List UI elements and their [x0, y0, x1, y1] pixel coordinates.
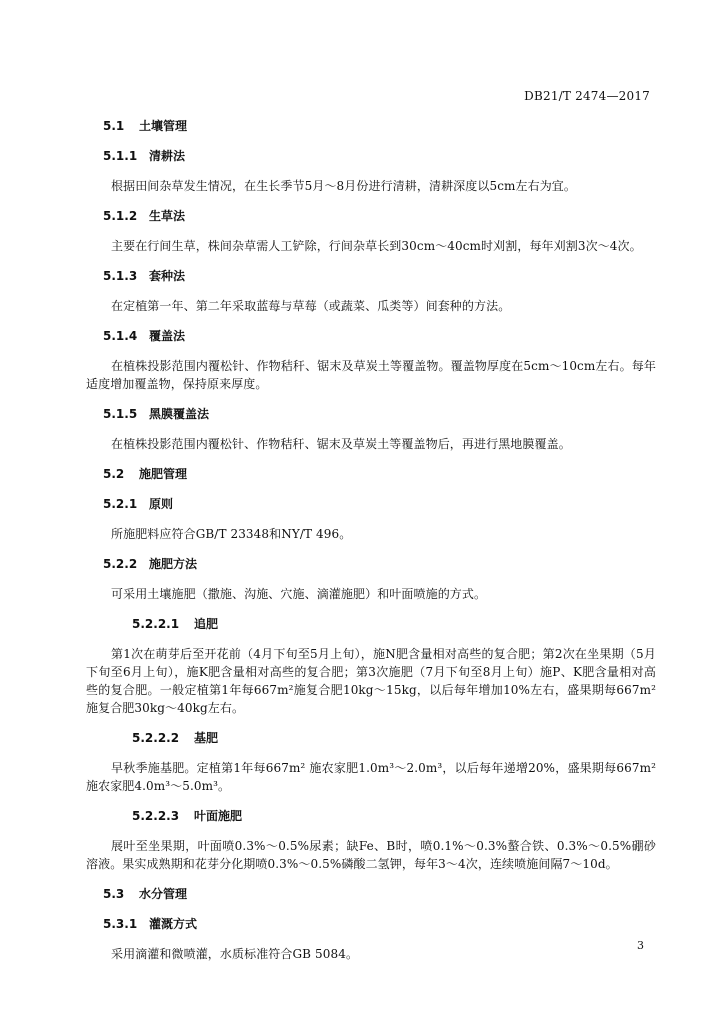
paragraph: 所施肥料应符合GB/T 23348和NY/T 496。	[111, 527, 352, 541]
section-number: 5.1	[103, 119, 125, 133]
section-heading	[86, 807, 656, 825]
section-number: 5.3	[103, 887, 125, 901]
section-title: 水分管理	[139, 887, 188, 901]
section-title: 灌溉方式	[149, 917, 198, 931]
section-heading	[86, 267, 656, 285]
section-number: 5.1.3	[103, 269, 138, 283]
paragraph: 早秋季施基肥。定植第1年每667m² 施农家肥1.0m³～2.0m³，以后每年递增20%，盛果期每667m²施农家肥4.0m³～5.0m³。	[86, 761, 656, 793]
section-heading	[86, 729, 656, 747]
section-heading	[86, 147, 656, 165]
section-title: 基肥	[194, 731, 219, 745]
section-heading	[86, 117, 656, 135]
section-title: 黑膜覆盖法	[149, 407, 210, 421]
section-title: 覆盖法	[149, 329, 186, 343]
section-number: 5.1.5	[103, 407, 138, 421]
section-title: 土壤管理	[139, 119, 188, 133]
section-title: 施肥管理	[139, 467, 188, 481]
section-number: 5.2.2.2	[132, 731, 180, 745]
section-title: 清耕法	[149, 149, 186, 163]
document-code: DB21/T 2474—2017	[524, 89, 650, 103]
page-number: 3	[637, 939, 644, 952]
section-number: 5.1.4	[103, 329, 138, 343]
section-number: 5.2.2.1	[132, 617, 180, 631]
section-number: 5.2.2.3	[132, 809, 180, 823]
section-heading	[86, 327, 656, 345]
paragraph: 在定植第一年、第二年采取蓝莓与草莓（或蔬菜、瓜类等）间套种的方法。	[111, 299, 511, 313]
section-number: 5.2.1	[103, 497, 138, 511]
document-body	[86, 117, 656, 975]
paragraph: 在植株投影范围内覆松针、作物秸秆、锯末及草炭土等覆盖物。覆盖物厚度在5cm～10cm左右。每年适度增加覆盖物，保持原来厚度。	[86, 359, 656, 391]
section-title: 追肥	[194, 617, 219, 631]
section-title: 施肥方法	[149, 557, 198, 571]
section-heading	[86, 555, 656, 573]
section-heading	[86, 495, 656, 513]
paragraph: 展叶至坐果期，叶面喷0.3%～0.5%尿素；缺Fe、B时，喷0.1%～0.3%螯合铁、0.3%～0.5%硼砂溶液。果实成熟期和花芽分化期喷0.3%～0.5%磷酸二氢钾，每年3～4次，连续喷施间隔7～10d。	[86, 839, 656, 871]
paragraph: 第1次在萌芽后至开花前（4月下旬至5月上旬），施N肥含量相对高些的复合肥；第2次在坐果期（5月下旬至6月上旬），施K肥含量相对高些的复合肥；第3次施肥（7月下旬至8月上旬）施P、K肥含量相对高些的复合肥。一般定植第1年每667m²施复合肥10kg～15kg，以后每年增加10%左右，盛果期每667m²施复合肥30kg～40kg左右。	[86, 647, 656, 715]
section-title: 生草法	[149, 209, 186, 223]
section-heading	[86, 207, 656, 225]
section-heading	[86, 405, 656, 423]
paragraph: 根据田间杂草发生情况，在生长季节5月～8月份进行清耕，清耕深度以5cm左右为宜。	[111, 179, 577, 193]
section-heading	[86, 615, 656, 633]
section-title: 套种法	[149, 269, 186, 283]
section-title: 叶面施肥	[194, 809, 243, 823]
section-number: 5.2.2	[103, 557, 138, 571]
paragraph: 可采用土壤施肥（撒施、沟施、穴施、滴灌施肥）和叶面喷施的方式。	[111, 587, 487, 601]
section-number: 5.3.1	[103, 917, 138, 931]
section-title: 原则	[149, 497, 174, 511]
section-heading	[86, 885, 656, 903]
section-number: 5.2	[103, 467, 125, 481]
paragraph: 采用滴灌和微喷灌，水质标准符合GB 5084。	[111, 947, 359, 961]
section-number: 5.1.2	[103, 209, 138, 223]
section-heading	[86, 465, 656, 483]
paragraph: 在植株投影范围内覆松针、作物秸秆、锯末及草炭土等覆盖物后，再进行黑地膜覆盖。	[111, 437, 571, 451]
paragraph: 主要在行间生草，株间杂草需人工铲除，行间杂草长到30cm～40cm时刈割，每年刈割3次～4次。	[111, 239, 642, 253]
section-heading	[86, 915, 656, 933]
section-number: 5.1.1	[103, 149, 138, 163]
